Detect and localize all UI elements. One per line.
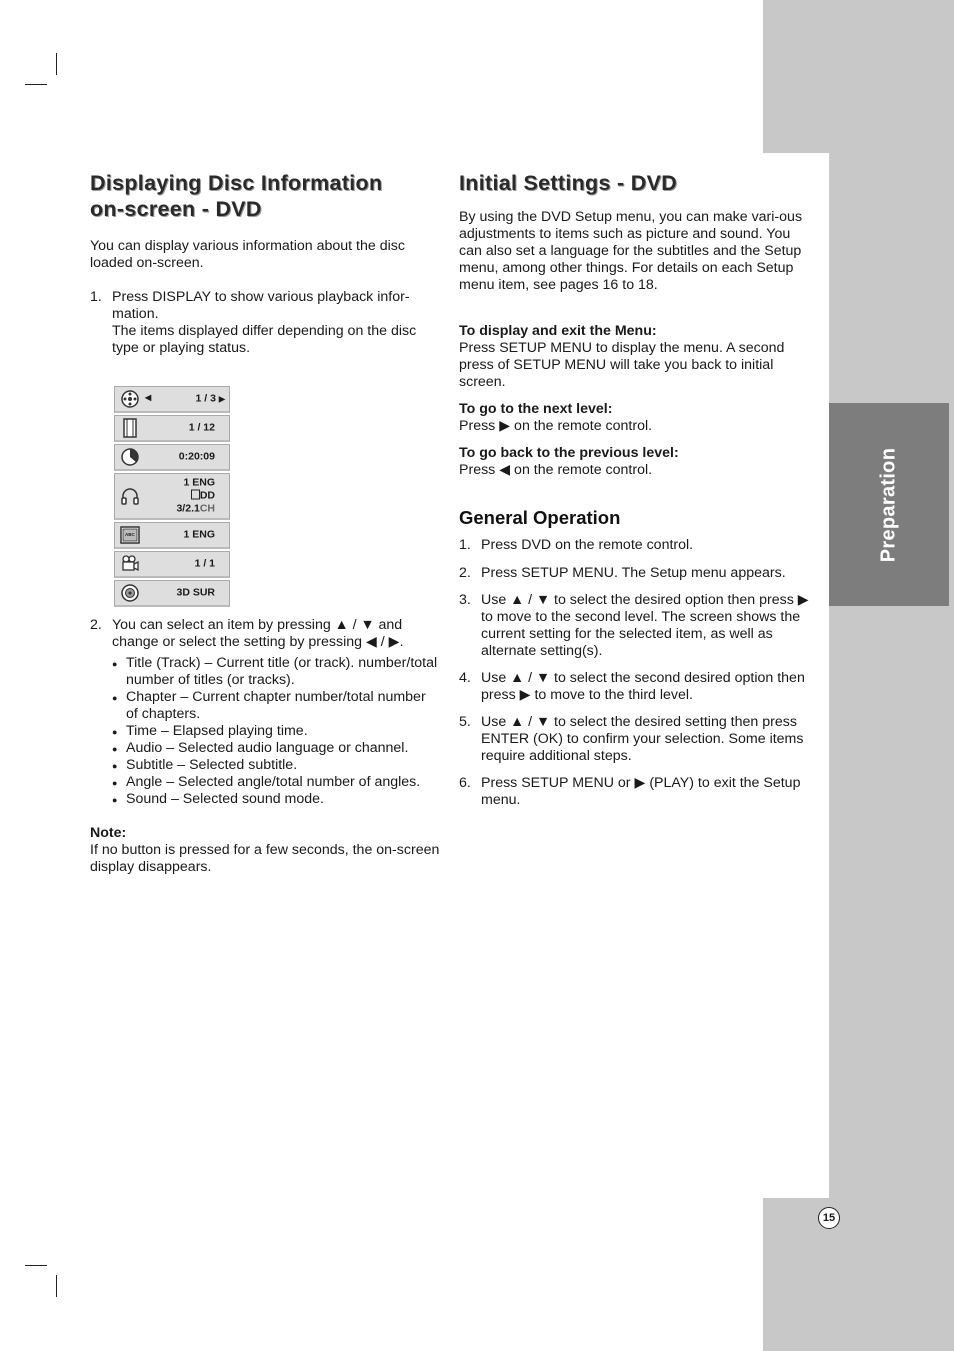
- step-number: 4.: [459, 670, 471, 686]
- page-number: 15: [818, 1207, 840, 1229]
- sidebar-band-middle: [829, 153, 954, 1198]
- osd-time-row: [114, 444, 230, 471]
- osd-audio-value: [176, 477, 215, 516]
- left-title: [90, 170, 440, 222]
- sidebar-band-top: [763, 0, 954, 153]
- display-exit-title: To display and exit the Menu:: [459, 323, 657, 339]
- step-text: Use ▲ / ▼ to select the desired option then press ▶ to move to the second level. The screen shows the current setting for the selected item, as well as alternate setting(s).: [481, 592, 809, 659]
- note-title: Note:: [90, 825, 127, 841]
- headphones-icon: [119, 485, 141, 507]
- right-title: Initial Settings - DVD: [459, 171, 678, 195]
- left-step-1: [90, 289, 440, 357]
- osd-sound-row: [114, 580, 230, 607]
- osd-subtitle-value: 1 ENG: [183, 528, 215, 541]
- osd-angle-row: [114, 551, 230, 578]
- general-step-1: [459, 537, 809, 554]
- speaker-sound-icon: [119, 582, 141, 604]
- step-number: 3.: [459, 592, 471, 608]
- crop-mark: [25, 1265, 47, 1266]
- section-tab-label: Preparation: [877, 447, 900, 562]
- list-item: ● Angle – Selected angle/total number of angles.: [126, 774, 440, 791]
- dolby-digital-logo: DD: [191, 490, 215, 502]
- crop-mark: [56, 1275, 57, 1297]
- step-number: 2.: [90, 617, 102, 633]
- osd-audio-row: [114, 473, 230, 520]
- info-items-list: [90, 655, 440, 808]
- subtitle-icon-text: ABC: [125, 532, 135, 537]
- osd-subtitle-row: [114, 522, 230, 549]
- clock-icon: [119, 446, 141, 468]
- osd-chapter-value: 1 / 12: [188, 421, 215, 434]
- section-tab: [829, 403, 949, 606]
- step-number: 1.: [90, 289, 102, 305]
- right-column: [459, 170, 809, 809]
- left-step-2: [90, 617, 440, 651]
- list-item: ● Sound – Selected sound mode.: [126, 791, 440, 808]
- osd-title-row: [114, 386, 230, 413]
- osd-sound-value: 3D SUR: [176, 586, 215, 599]
- general-step-3: [459, 592, 809, 660]
- disc-title-icon: [119, 388, 141, 410]
- osd-chapter-row: [114, 415, 230, 442]
- crop-mark: [25, 84, 47, 85]
- right-arrow-icon: ▶: [218, 394, 225, 404]
- next-level-text: Press ▶ on the remote control.: [459, 418, 653, 434]
- list-item: ● Audio – Selected audio language or channel.: [126, 740, 440, 757]
- prev-level-text: Press ◀ on the remote control.: [459, 462, 653, 478]
- osd-title-value: 1 / 3 ▶: [195, 392, 225, 405]
- next-level-title: To go to the next level:: [459, 401, 613, 417]
- general-operation-title: General Operation: [459, 507, 621, 528]
- step-1-text-a: Press DISPLAY to show various playback infor-mation.: [112, 289, 410, 322]
- prev-level-title: To go back to the previous level:: [459, 445, 679, 461]
- step-text: Use ▲ / ▼ to select the desired setting then press ENTER (OK) to confirm your selection. Some items require additional steps.: [481, 714, 804, 764]
- crop-mark: [56, 53, 57, 75]
- osd-angle-value: 1 / 1: [194, 557, 215, 570]
- step-number: 2.: [459, 565, 471, 581]
- list-item: ● Subtitle – Selected subtitle.: [126, 757, 440, 774]
- right-intro: By using the DVD Setup menu, you can make vari-ous adjustments to items such as picture and sound. You can also set a language for the subtitles and the Setup menu, among other things. For details on each Setup menu item, see pages 16 to 18.: [459, 209, 803, 293]
- osd-audio-channels: 3/2.1CH: [176, 502, 215, 515]
- step-number: 6.: [459, 775, 471, 791]
- osd-illustration: [114, 386, 230, 609]
- camera-angle-icon: [119, 553, 141, 575]
- step-text: Press SETUP MENU. The Setup menu appears.: [481, 565, 786, 581]
- step-text: Press SETUP MENU or ▶ (PLAY) to exit the Setup menu.: [481, 775, 801, 808]
- film-chapter-icon: [119, 417, 141, 439]
- left-title-line1: Displaying Disc Information: [90, 171, 383, 195]
- left-arrow-icon: ◀: [145, 393, 152, 402]
- general-step-6: [459, 775, 809, 809]
- list-item: ● Time – Elapsed playing time.: [126, 723, 440, 740]
- step-1-text-b: The items displayed differ depending on the disc type or playing status.: [112, 323, 417, 356]
- step-number: 5.: [459, 714, 471, 730]
- list-item: ● Chapter – Current chapter number/total number of chapters.: [126, 689, 440, 723]
- general-step-5: [459, 714, 809, 765]
- general-step-4: [459, 670, 809, 704]
- step-2-text: You can select an item by pressing ▲ / ▼ and change or select the setting by pressing ◀ / ▶.: [112, 617, 404, 650]
- step-number: 1.: [459, 537, 471, 553]
- general-step-2: [459, 565, 809, 582]
- display-exit-text: Press SETUP MENU to display the menu. A second press of SETUP MENU will take you back to initial screen.: [459, 340, 785, 390]
- left-title-line2: on-screen - DVD: [90, 197, 262, 221]
- note-text: If no button is pressed for a few seconds, the on-screen display disappears.: [90, 842, 440, 875]
- list-item: ● Title (Track) – Current title (or track). number/total number of titles (or tracks).: [126, 655, 440, 689]
- sidebar-band-bottom: [763, 1198, 954, 1351]
- left-intro: You can display various information about the disc loaded on-screen.: [90, 238, 405, 271]
- osd-time-value: 0:20:09: [178, 450, 215, 463]
- step-text: Use ▲ / ▼ to select the second desired option then press ▶ to move to the third level.: [481, 670, 805, 703]
- step-text: Press DVD on the remote control.: [481, 537, 694, 553]
- osd-audio-language: 1 ENG: [183, 476, 215, 489]
